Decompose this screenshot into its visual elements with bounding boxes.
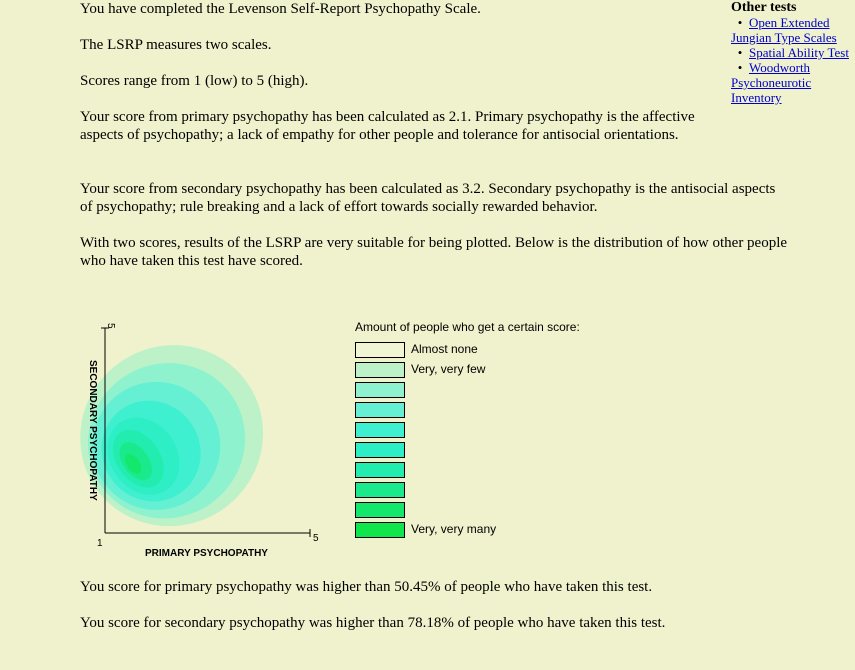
legend-swatch (355, 382, 405, 398)
plot-note-text: With two scores, results of the LSRP are very suitable for being plotted. Below is the distribution of how other people who have taken this test have scored. (80, 235, 788, 269)
bullet-icon: • (737, 15, 743, 30)
legend-swatch (355, 462, 405, 478)
x-axis-label: PRIMARY PSYCHOPATHY (145, 548, 268, 559)
bullet-icon: • (737, 45, 743, 60)
legend-label: Very, very many (411, 522, 497, 536)
legend-title: Amount of people who get a certain score: (355, 320, 580, 334)
legend-label: Almost none (411, 342, 478, 356)
legend-label: Very, very few (411, 362, 486, 376)
woodworth-link[interactable]: Woodworth Psychoneurotic Inventory (731, 60, 812, 105)
spatial-ability-link[interactable]: Spatial Ability Test (749, 45, 849, 60)
legend-swatch (355, 442, 405, 458)
primary-score-text: Your score from primary psychopathy has been calculated as 2.1. Primary psychopathy is the affective aspects of psychopathy; a lack of empathy for other people and tolerance for antisocial orientations. (80, 109, 695, 143)
legend-swatch (355, 342, 405, 358)
legend-swatch (355, 482, 405, 498)
legend-swatch (355, 502, 405, 518)
sidebar-title: Other tests (731, 0, 797, 15)
bullet-icon: • (737, 60, 743, 75)
measures-text: The LSRP measures two scales. (80, 37, 272, 53)
range-text: Scores range from 1 (low) to 5 (high). (80, 73, 309, 89)
legend-swatch (355, 362, 405, 378)
secondary-percentile-text: You score for secondary psychopathy was higher than 78.18% of people who have taken this test. (80, 615, 666, 631)
completed-text: You have completed the Levenson Self-Report Psychopathy Scale. (80, 1, 481, 17)
heatmap-regions (45, 309, 299, 562)
y-axis-label: SECONDARY PSYCHOPATHY (87, 360, 98, 501)
x-tick-label-max: 5 (313, 533, 319, 544)
y-tick-label-max: 5 (105, 323, 116, 329)
legend-swatch (355, 422, 405, 438)
primary-percentile-text: You score for primary psychopathy was higher than 50.45% of people who have taken this test. (80, 579, 653, 595)
legend-swatch (355, 402, 405, 418)
open-extended-jungian-link[interactable]: Open Extended Jungian Type Scales (731, 15, 837, 45)
x-tick-label-min: 1 (97, 538, 103, 549)
secondary-score-text: Your score from secondary psychopathy has been calculated as 3.2. Secondary psychopathy is the antisocial aspects of psychopathy; rule breaking and a lack of effort towards socially rewarded behavior. (80, 181, 776, 215)
legend-swatch (355, 522, 405, 538)
